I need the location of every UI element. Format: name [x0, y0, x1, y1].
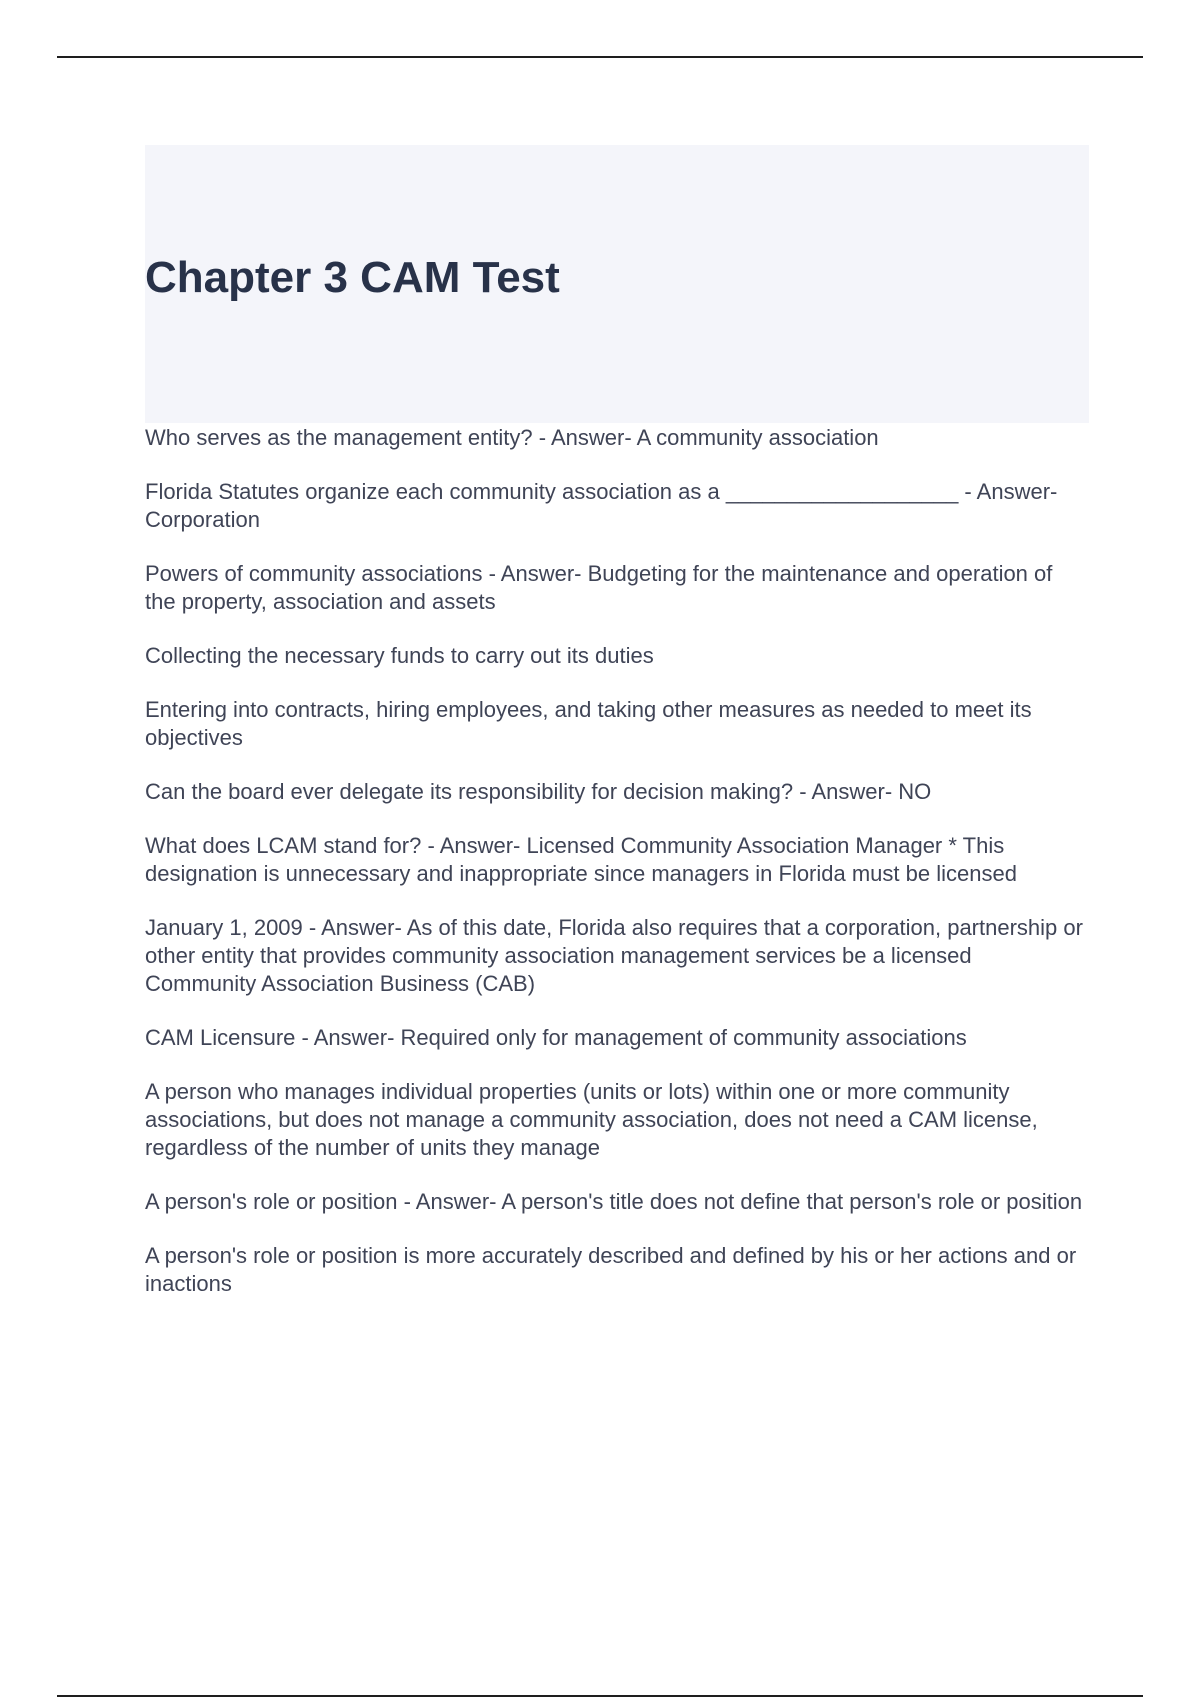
qa-entry-text: Powers of community associations - Answer- Budgeting for the maintenance and operation of the property, association and assets [145, 561, 1053, 614]
qa-entry [145, 1078, 1085, 1162]
qa-entry-text: Can the board ever delegate its responsibility for decision making? - Answer- NO [145, 779, 932, 804]
title-banner [145, 145, 1089, 423]
qa-entry [145, 832, 1085, 888]
qa-entry-text: Collecting the necessary funds to carry out its duties [145, 643, 654, 668]
qa-entry [145, 642, 1085, 670]
qa-entry-text: A person who manages individual properties (units or lots) within one or more community associations, but does not manage a community association, does not need a CAM license, regardless of the number of units they manage [145, 1079, 1038, 1160]
qa-entry-text: Who serves as the management entity? - Answer- A community association [145, 425, 879, 450]
page-bottom-rule [57, 1695, 1143, 1697]
qa-entry [145, 1188, 1085, 1216]
qa-entry-text: A person's role or position - Answer- A person's title does not define that person's role or position [145, 1189, 1083, 1214]
qa-entry-text: A person's role or position is more accurately described and defined by his or her actions and or inactions [145, 1243, 1077, 1296]
qa-entry [145, 914, 1085, 998]
qa-entry [145, 1024, 1085, 1052]
qa-entry [145, 478, 1085, 534]
qa-entry [145, 778, 1085, 806]
page-top-rule [57, 56, 1143, 58]
qa-list [145, 424, 1085, 1324]
qa-entry [145, 424, 1085, 452]
qa-entry-text: Entering into contracts, hiring employees, and taking other measures as needed to meet its objectives [145, 697, 1032, 750]
qa-entry [145, 696, 1085, 752]
qa-entry-text: Florida Statutes organize each community association as a ___________________ - Answer- Corporation [145, 479, 1058, 532]
qa-entry-text: What does LCAM stand for? - Answer- Licensed Community Association Manager * This designation is unnecessary and inappropriate since managers in Florida must be licensed [145, 833, 1017, 886]
qa-entry-text: CAM Licensure - Answer- Required only for management of community associations [145, 1025, 967, 1050]
document-title: Chapter 3 CAM Test [145, 253, 560, 302]
qa-entry [145, 1242, 1085, 1298]
qa-entry-text: January 1, 2009 - Answer- As of this date, Florida also requires that a corporation, partnership or other entity that provides community association management services be a licensed Community Association Business (CAB) [145, 915, 1083, 996]
qa-entry [145, 560, 1085, 616]
